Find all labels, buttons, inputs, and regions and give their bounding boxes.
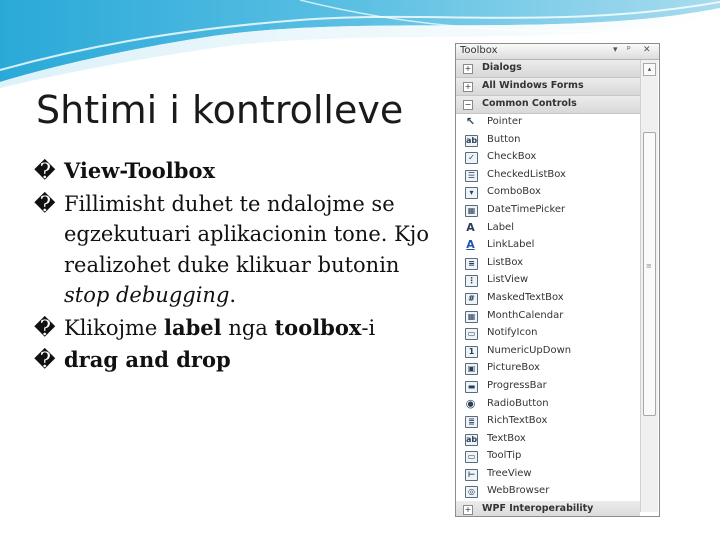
tool-label: RichTextBox xyxy=(487,415,548,427)
tool-textbox[interactable] xyxy=(456,431,640,449)
tool-label: Pointer xyxy=(487,116,523,127)
tool-maskedtextbox[interactable] xyxy=(456,290,640,308)
bullet-bold-toolbox: toolbox xyxy=(274,314,362,340)
toolbox-scrollbar[interactable] xyxy=(640,60,658,512)
tool-label[interactable] xyxy=(456,220,640,238)
combobox-icon: ▾ xyxy=(465,187,478,199)
tool-combobox[interactable] xyxy=(456,184,640,202)
toolbox-list xyxy=(456,60,640,517)
tool-radiobutton[interactable] xyxy=(456,396,640,414)
pin-icon[interactable]: ᵖ xyxy=(627,45,631,55)
tooltip-icon: ▭ xyxy=(465,451,478,463)
category-label: WPF Interoperability xyxy=(482,503,594,515)
bullet-marker: � xyxy=(34,159,56,183)
tool-label: MaskedTextBox xyxy=(487,291,564,303)
tool-listbox[interactable] xyxy=(456,255,640,273)
tool-label: NotifyIcon xyxy=(487,327,538,339)
grip-icon: ≡ xyxy=(646,262,652,270)
dropdown-icon[interactable]: ▾ xyxy=(613,45,618,55)
tool-label: Label xyxy=(487,221,514,233)
close-icon[interactable]: ✕ xyxy=(643,45,651,55)
tool-webbrowser[interactable] xyxy=(456,483,640,501)
listview-icon: ⋮ xyxy=(465,275,478,287)
calendar-icon: ▦ xyxy=(465,205,478,217)
pointer-icon: ↖ xyxy=(465,115,476,128)
bullet-text: View-Toolbox xyxy=(64,158,215,183)
collapse-icon[interactable]: − xyxy=(464,100,472,109)
tool-numericupdown[interactable] xyxy=(456,343,640,361)
picture-icon: ▣ xyxy=(465,363,478,375)
toolbox-panel xyxy=(455,43,660,517)
tool-label: TextBox xyxy=(487,432,526,444)
month-calendar-icon: ▦ xyxy=(465,311,478,323)
toolbox-title: Toolbox xyxy=(460,45,498,56)
tool-label: TreeView xyxy=(487,467,532,479)
category-dialogs[interactable] xyxy=(456,60,640,78)
tool-label: DateTimePicker xyxy=(487,203,566,215)
tool-datetimepicker[interactable] xyxy=(456,202,640,220)
scroll-up-icon[interactable]: ▴ xyxy=(643,63,656,76)
tool-label: WebBrowser xyxy=(487,485,550,497)
tool-label: CheckBox xyxy=(487,151,537,163)
listbox-icon: ≡ xyxy=(465,258,478,270)
expand-icon[interactable]: + xyxy=(464,64,472,73)
tool-linklabel[interactable] xyxy=(456,237,640,255)
link-label-icon: A xyxy=(466,238,475,252)
slide-title: Shtimi i kontrolleve xyxy=(36,88,404,132)
expand-icon[interactable]: + xyxy=(464,82,472,91)
bullet-text-end: -i xyxy=(361,315,376,340)
category-all-windows-forms[interactable] xyxy=(456,78,640,96)
tool-notifyicon[interactable] xyxy=(456,325,640,343)
scroll-thumb[interactable] xyxy=(643,132,656,416)
rich-textbox-icon: ≣ xyxy=(465,416,478,428)
textbox-icon: ab xyxy=(466,434,478,444)
button-icon: ab xyxy=(466,135,478,145)
numeric-updown-icon: 1 xyxy=(465,346,478,358)
checkbox-icon: ✓ xyxy=(465,152,478,164)
bullet-list xyxy=(34,156,434,376)
tool-label: ListBox xyxy=(487,256,524,268)
tool-button[interactable] xyxy=(456,132,640,150)
expand-icon[interactable]: + xyxy=(464,505,472,515)
bullet-marker: � xyxy=(34,348,56,372)
label-icon: A xyxy=(466,220,475,234)
toolbox-titlebar[interactable] xyxy=(456,44,659,60)
bullet-text-mid: nga xyxy=(221,315,275,340)
tool-progressbar[interactable] xyxy=(456,378,640,396)
tool-label: CheckedListBox xyxy=(487,168,566,180)
tool-tooltip[interactable] xyxy=(456,448,640,466)
tool-label: RadioButton xyxy=(487,397,549,409)
category-label: Common Controls xyxy=(482,98,577,109)
tool-listview[interactable] xyxy=(456,272,640,290)
bullet-text: Fillimisht duhet te ndalojme se egzekutuari aplikacionin tone. Kjo realizohet duke klikuar butonin xyxy=(64,191,429,277)
tool-label: ListView xyxy=(487,274,529,286)
bullet-click-label xyxy=(34,313,434,344)
tool-treeview[interactable] xyxy=(456,466,640,484)
tool-pointer[interactable] xyxy=(456,114,640,132)
bullet-text-end: . xyxy=(229,283,237,307)
bullet-text: Klikojme xyxy=(64,315,165,340)
bullet-emphasis: stop debugging xyxy=(64,283,230,307)
bullet-drag-drop xyxy=(34,345,434,376)
bullet-stop-debugging xyxy=(34,189,434,311)
tool-label: ComboBox xyxy=(487,186,541,198)
tool-label: NumericUpDown xyxy=(487,344,572,356)
tool-label: ProgressBar xyxy=(487,379,547,391)
category-common-controls[interactable] xyxy=(456,96,640,114)
tool-picturebox[interactable] xyxy=(456,360,640,378)
tool-checkedlistbox[interactable] xyxy=(456,167,640,185)
tool-label: MonthCalendar xyxy=(487,309,564,321)
category-wpf-interoperability[interactable] xyxy=(456,501,640,517)
tool-label: Button xyxy=(487,133,521,145)
bullet-view-toolbox xyxy=(34,156,434,187)
radio-icon: ◉ xyxy=(465,396,476,410)
bullet-bold-label: label xyxy=(164,314,222,340)
tool-label: ToolTip xyxy=(487,450,522,462)
treeview-icon: ⊢ xyxy=(465,469,478,481)
webbrowser-icon: ◎ xyxy=(465,486,478,498)
bullet-marker: � xyxy=(34,191,56,216)
tool-monthcalendar[interactable] xyxy=(456,308,640,326)
bullet-marker: � xyxy=(34,315,56,340)
category-label: Dialogs xyxy=(482,62,522,73)
masked-textbox-icon: # xyxy=(465,293,478,305)
tool-checkbox[interactable] xyxy=(456,149,640,167)
category-label: All Windows Forms xyxy=(482,80,584,91)
tool-label: LinkLabel xyxy=(487,239,535,251)
checked-list-icon: ☰ xyxy=(465,170,478,182)
notify-icon: ▭ xyxy=(465,328,478,340)
bullet-text: drag and drop xyxy=(64,347,231,372)
tool-label: PictureBox xyxy=(487,362,540,374)
tool-richtextbox[interactable] xyxy=(456,413,640,431)
progressbar-icon: ▬ xyxy=(465,381,478,393)
